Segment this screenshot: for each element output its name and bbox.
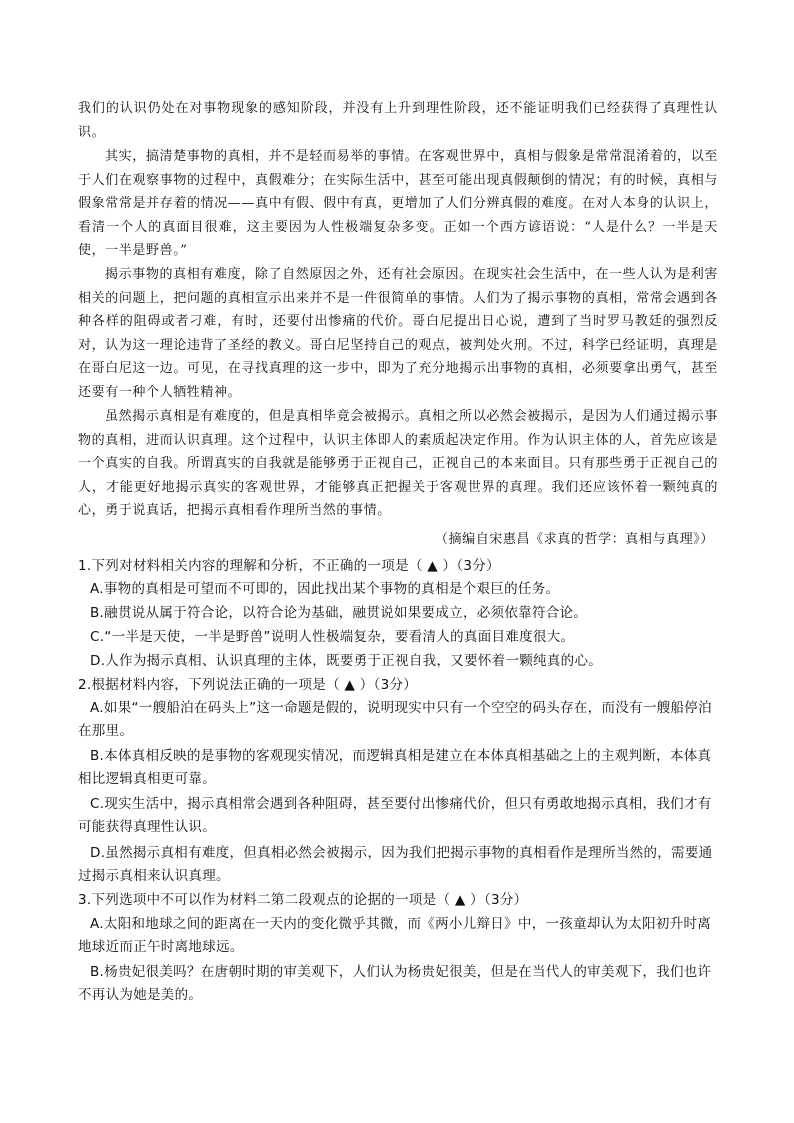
question-2-option-b: B.本体真相反映的是事物的客观现实情况，而逻辑真相是建立在本体真相基础之上的主观判断，本体真相比逻辑真相更可靠。 (78, 748, 712, 787)
question-1-option-b: B.融贯说从属于符合论，以符合论为基础，融贯说如果要成立，必须依靠符合论。 (90, 605, 588, 621)
question-1-option-d: D.人作为揭示真相、认识真理的主体，既要勇于正视自我，又要怀着一颗纯真的心。 (90, 653, 603, 669)
question-2-option-d: D.虽然揭示真相有难度，但真相必然会被揭示，因为我们把揭示事物的真相看作是理所当然的，需要通过揭示真相来认识真理。 (78, 845, 713, 884)
passage-paragraph-3: 虽然揭示真相是有难度的，但是真相毕竟会被揭示。真相之所以必然会被揭示，是因为人们通过揭示事物的真相，进而认识真理。这个过程中，认识主体即人的素质起决定作用。作为认识主体的人，首先应该是一个真实的自我。所谓真实的自我就是能够勇于正视自己，正视自己的本来面目。只有那些勇于正视自己的人，才能更好地揭示真实的客观世界，才能够真正把握关于客观世界的真理。我们还应该怀着一颗纯真的心，勇于说真话，把揭示真相看作理所当然的事情。 (78, 409, 718, 518)
question-1-option-c: C.“一半是天使，一半是野兽”说明人性极端复杂，要看清人的真面目难度很大。 (90, 629, 575, 645)
question-1-stem: 1.下列对材料相关内容的理解和分析，不正确的一项是（ ▲ ）（3分） (78, 558, 500, 574)
passage-paragraph-0: 我们的认识仍处在对事物现象的感知阶段，并没有上升到理性阶段，还不能证明我们已经获得了真理性认识。 (78, 101, 718, 140)
passage-source: （摘编自宋惠昌《求真的哲学：真相与真理》） (434, 532, 714, 547)
question-2-stem: 2.根据材料内容，下列说法正确的一项是（ ▲ ）（3分） (78, 677, 418, 693)
question-3-option-b: B.杨贵妃很美吗？在唐朝时期的审美观下，人们认为杨贵妃很美，但是在当代人的审美观下，我们也许不再认为她是美的。 (78, 964, 712, 1003)
passage-paragraph-1: 其实，搞清楚事物的真相，并不是轻而易举的事情。在客观世界中，真相与假象是常常混淆着的，以至于人们在观察事物的过程中，真假难分；在实际生活中，甚至可能出现真假颠倒的情况；有的时候，真相与假象常常是并存着的情况——真中有假、假中有真，更增加了人们分辨真假的难度。在对人本身的认识上，看清一个人的真面目很难，这主要因为人性极端复杂多变。正如一个西方谚语说：“人是什么？一半是天使，一半是野兽。” (78, 149, 718, 258)
question-2-option-c: C.现实生活中，揭示真相常会遇到各种阻碍，甚至要付出惨痛代价，但只有勇敢地揭示真相，我们才有可能获得真理性认识。 (78, 796, 712, 835)
question-2-option-a: A.如果“一艘船泊在码头上”这一命题是假的，说明现实中只有一个空空的码头存在，而没有一艘船停泊在那里。 (78, 700, 712, 739)
passage-paragraph-2: 揭示事物的真相有难度，除了自然原因之外，还有社会原因。在现实社会生活中，在一些人认为是利害相关的问题上，把问题的真相宣示出来并不是一件很简单的事情。人们为了揭示事物的真相，常常会遇到各种各样的阻碍或者刁难，有时，还要付出惨痛的代价。哥白尼提出日心说，遭到了当时罗马教廷的强烈反对，认为这一理论违背了圣经的教义。哥白尼坚持自己的观点，被判处火刑。不过，科学已经证明，真理是在哥白尼这一边。可见，在寻找真理的这一步中，即为了充分地揭示出事物的真相，必须要拿出勇气，甚至还要有一种个人牺牲精神。 (78, 267, 718, 400)
question-3-option-a: A.太阳和地球之间的距离在一天内的变化微乎其微，而《两小儿辩日》中，一孩童却认为太阳初升时离地球近而正午时离地球远。 (78, 916, 712, 955)
question-3-stem: 3.下列选项中不可以作为材料二第二段观点的论据的一项是（ ▲ ）（3分） (78, 892, 528, 908)
question-1-option-a: A.事物的真相是可望而不可即的，因此找出某个事物的真相是个艰巨的任务。 (90, 581, 560, 597)
